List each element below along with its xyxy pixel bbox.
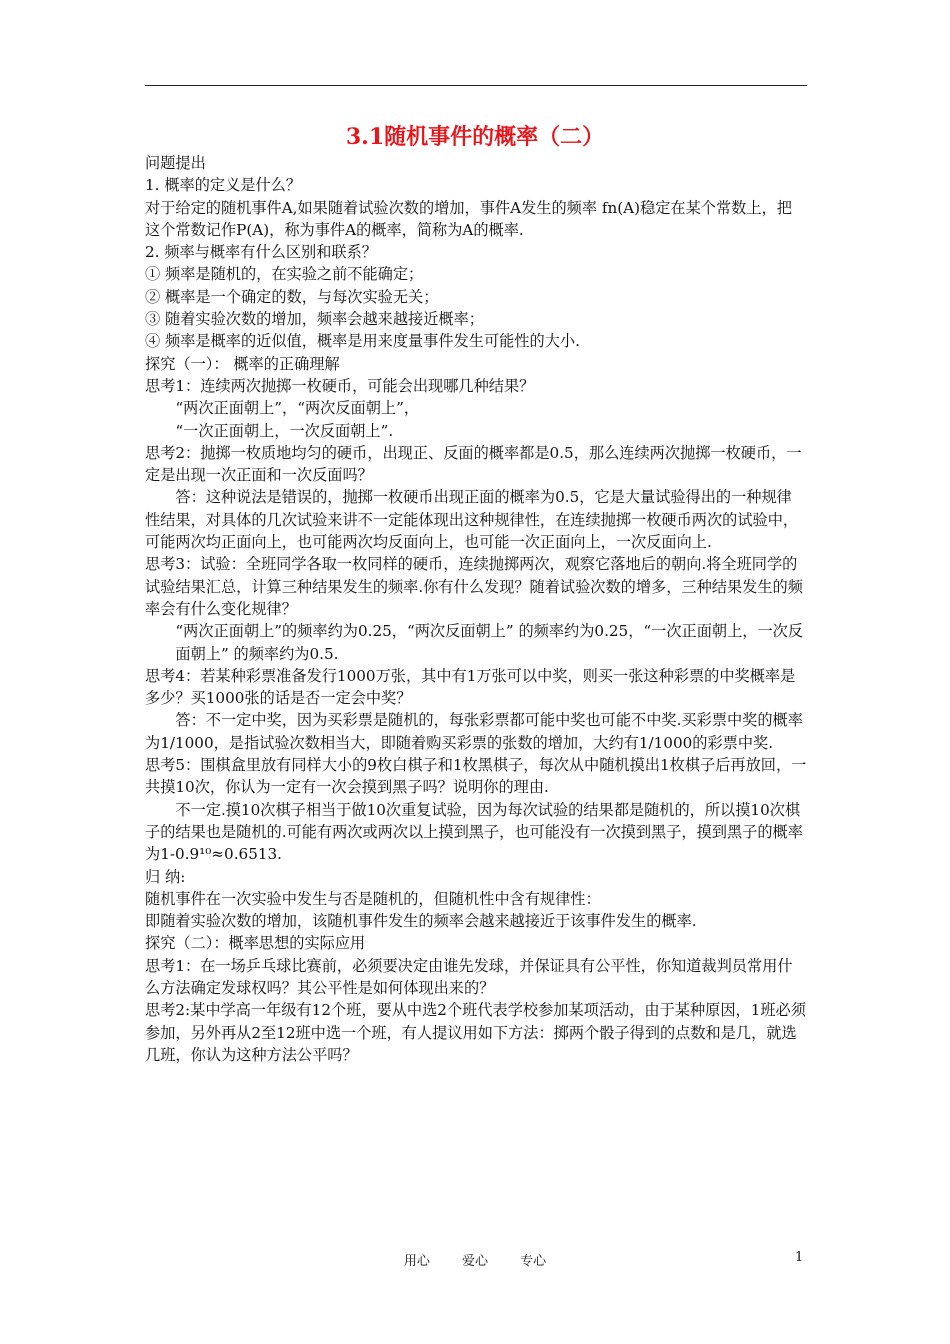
paragraph: 不一定.摸10次棋子相当于做10次重复试验，因为每次试验的结果都是随机的，所以摸10次棋子的结果也是随机的.可能有两次或两次以上摸到黑子，也可能没有一次摸到黑子，摸到黑子的概率为1-0.9¹⁰≈0.6513.	[145, 800, 803, 864]
paragraph: “一次正面朝上，一次反面朝上”.	[175, 421, 394, 440]
header-rule	[145, 85, 807, 86]
paragraph: 思考1：连续两次抛掷一枚硬币，可能会出现哪几种结果？	[145, 376, 535, 395]
paragraph: 思考4：若某种彩票准备发行1000万张，其中有1万张可以中奖，则买一张这种彩票的中奖概率是多少？买1000张的话是否一定会中奖？	[145, 666, 796, 708]
footer-text-2: 爱心	[461, 1254, 488, 1269]
paragraph: 随机事件在一次实验中发生与否是随机的，但随机性中含有规律性：	[145, 889, 601, 908]
paragraph: 2. 频率与概率有什么区别和联系？	[145, 243, 377, 262]
paragraph: ① 频率是随机的，在实验之前不能确定；	[145, 265, 424, 284]
paragraph: 探究（一）： 概率的正确理解	[145, 354, 340, 373]
paragraph: 即随着实验次数的增加，该随机事件发生的频率会越来越接近于该事件发生的概率.	[145, 912, 697, 931]
paragraph: 思考3：试验：全班同学各取一枚同样的硬币，连续抛掷两次，观察它落地后的朝向.将全班同学的试验结果汇总，计算三种结果发生的频率.你有什么发现？随着试验次数的增多，三种结果发生的频率会有什么变化规律？	[145, 555, 803, 618]
document-body	[145, 152, 807, 1066]
paragraph: ④ 频率是概率的近似值，概率是用来度量事件发生可能性的大小.	[145, 332, 580, 351]
paragraph: ② 概率是一个确定的数，与每次实验无关；	[145, 287, 439, 306]
paragraph: 思考2：抛掷一枚质地均匀的硬币，出现正、反面的概率都是0.5，那么连续两次抛掷一枚硬币，一定是出现一次正面和一次反面吗？	[145, 443, 802, 485]
paragraph: 问题提出	[145, 154, 206, 172]
footer-text-3: 专心	[520, 1254, 547, 1269]
document-title: 3.1随机事件的概率（二）	[345, 124, 605, 150]
paragraph: 答：这种说法是错误的，抛掷一枚硬币出现正面的概率为0.5，它是大量试验得出的一种规律性结果，对具体的几次试验来讲不一定能体现出这种规律性，在连续抛掷一枚硬币两次的试验中，可能两次均正面向上，也可能两次均反面向上，也可能一次正面向上，一次反面向上.	[145, 488, 799, 552]
paragraph: 答：不一定中奖，因为买彩票是随机的，每张彩票都可能中奖也可能不中奖.买彩票中奖的概率为1/1000，是指试验次数相当大，即随着购买彩票的张数的增加，大约有1/1000的彩票中奖.	[145, 711, 803, 752]
paragraph: 探究（二）：概率思想的实际应用	[145, 934, 366, 953]
paragraph: 思考1：在一场乒乓球比赛前，必须要决定由谁先发球，并保证具有公平性，你知道裁判员常用什么方法确定发球权吗？其公平性是如何体现出来的？	[145, 956, 793, 997]
page-number: 1	[795, 1250, 804, 1265]
paragraph: “两次正面朝上”的频率约为0.25，“两次反面朝上” 的频率约为0.25，“一次正面朝上，一次反面朝上” 的频率约为0.5.	[175, 622, 804, 663]
paragraph: 思考5：围棋盒里放有同样大小的9枚白棋子和1枚黑棋子，每次从中随机摸出1枚棋子后再放回，一共摸10次，你认为一定有一次会摸到黑子吗？说明你的理由.	[145, 756, 807, 797]
paragraph: “两次正面朝上”，“两次反面朝上”，	[175, 399, 420, 418]
paragraph: 1. 概率的定义是什么？	[145, 176, 302, 195]
paragraph: 对于给定的随机事件A,如果随着试验次数的增加，事件A发生的频率 fn(A)稳定在某个常数上，把这个常数记作P(A)，称为事件A的概率，简称为A的概率.	[145, 198, 792, 239]
footer-text-1: 用心	[403, 1254, 430, 1269]
paragraph: 归 纳:	[145, 867, 186, 886]
paragraph: 思考2:某中学高一年级有12个班，要从中选2个班代表学校参加某项活动，由于某种原因，1班必须参加，另外再从2至12班中选一个班，有人提议用如下方法：掷两个骰子得到的点数和是几，就选几班，你认为这种方法公平吗？	[145, 1001, 806, 1064]
paragraph: ③ 随着实验次数的增加，频率会越来越接近概率；	[145, 310, 484, 329]
